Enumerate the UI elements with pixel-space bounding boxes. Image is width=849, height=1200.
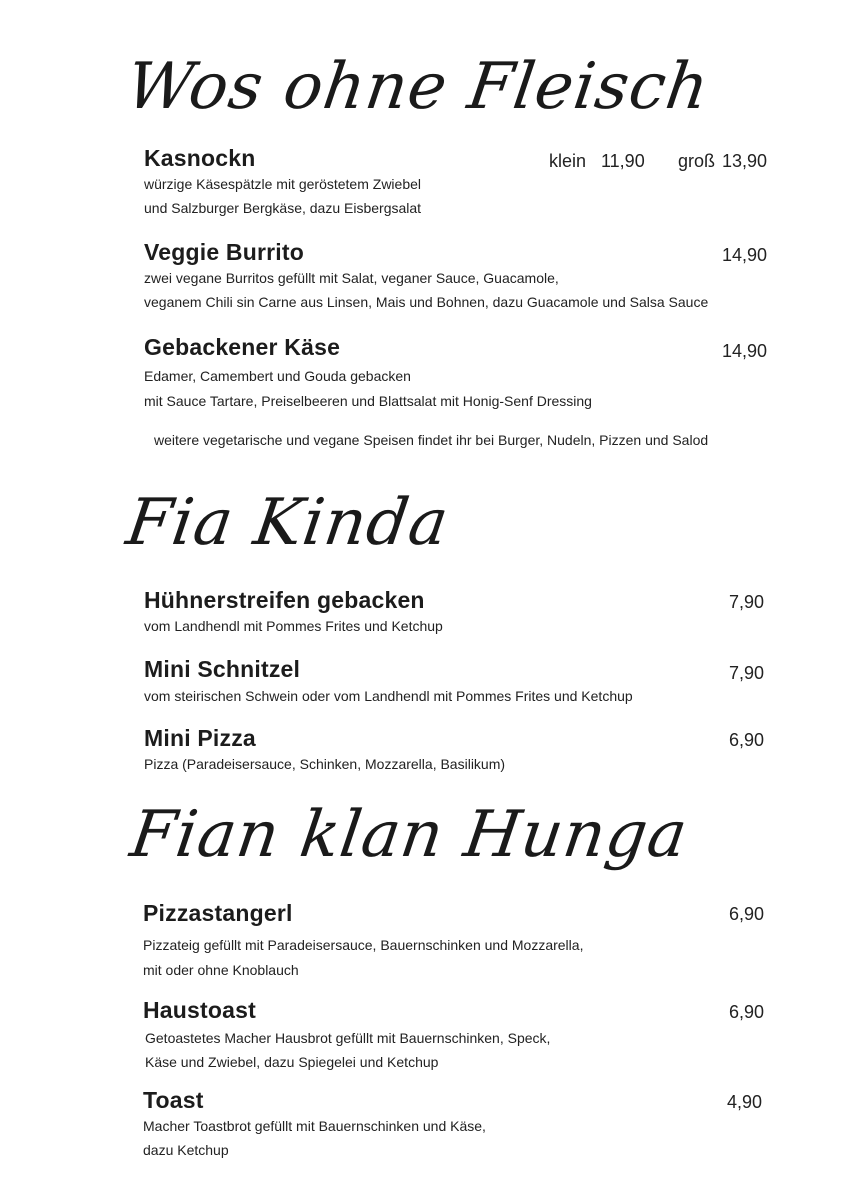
item-description-line: dazu Ketchup <box>143 1142 229 1158</box>
item-description-line: mit Sauce Tartare, Preiselbeeren und Blattsalat mit Honig-Senf Dressing <box>144 393 592 409</box>
item-price: 7,90 <box>729 592 765 612</box>
item-name: Veggie Burrito <box>144 239 304 265</box>
item-price: 14,90 <box>722 245 768 265</box>
item-name: Mini Schnitzel <box>144 656 301 682</box>
item-name: Haustoast <box>143 997 256 1023</box>
item-price: 6,90 <box>729 904 765 924</box>
price-large-label: groß <box>678 151 716 171</box>
item-description-line: vom Landhendl mit Pommes Frites und Ketchup <box>144 618 443 634</box>
item-description-line: Käse und Zwiebel, dazu Spiegelei und Ketchup <box>145 1054 439 1070</box>
item-name: Kasnockn <box>144 145 256 171</box>
item-price: 14,90 <box>722 341 768 361</box>
item-description-line: Pizzateig gefüllt mit Paradeisersauce, Bauernschinken und Mozzarella, <box>143 937 584 953</box>
item-price: 7,90 <box>729 663 765 683</box>
item-name: Gebackener Käse <box>144 334 341 360</box>
section-note: weitere vegetarische und vegane Speisen findet ihr bei Burger, Nudeln, Pizzen und Salod <box>154 432 709 448</box>
item-price: 6,90 <box>729 730 765 750</box>
item-description-line: Edamer, Camembert und Gouda gebacken <box>144 368 411 384</box>
item-name: Toast <box>143 1087 204 1113</box>
section-heading: Wos ohne Fleisch <box>122 50 714 124</box>
item-name: Mini Pizza <box>144 725 256 751</box>
item-price: 4,90 <box>727 1092 763 1112</box>
item-description-line: würzige Käsespätzle mit geröstetem Zwiebel <box>144 176 422 192</box>
item-name: Pizzastangerl <box>143 900 293 926</box>
price-large: 13,90 <box>722 151 768 171</box>
item-description-line: Getoastetes Macher Hausbrot gefüllt mit Bauernschinken, Speck, <box>145 1030 551 1046</box>
item-description-line: Macher Toastbrot gefüllt mit Bauernschinken und Käse, <box>143 1118 486 1134</box>
item-description-line: Pizza (Paradeisersauce, Schinken, Mozzarella, Basilikum) <box>144 756 506 772</box>
section-heading: Fian klan Hunga <box>126 798 693 872</box>
price-small-label: klein <box>549 151 587 171</box>
item-description-line: veganem Chili sin Carne aus Linsen, Mais und Bohnen, dazu Guacamole und Salsa Sauce <box>144 294 709 310</box>
item-price: 6,90 <box>729 1002 765 1022</box>
item-name: Hühnerstreifen gebacken <box>144 587 425 613</box>
item-description-line: vom steirischen Schwein oder vom Landhendl mit Pommes Frites und Ketchup <box>144 688 633 704</box>
item-description-line: zwei vegane Burritos gefüllt mit Salat, veganer Sauce, Guacamole, <box>144 270 559 286</box>
section-heading: Fia Kinda <box>122 486 454 560</box>
item-description-line: mit oder ohne Knoblauch <box>143 962 299 978</box>
item-description-line: und Salzburger Bergkäse, dazu Eisbergsalat <box>144 200 422 216</box>
price-small: 11,90 <box>601 151 645 171</box>
